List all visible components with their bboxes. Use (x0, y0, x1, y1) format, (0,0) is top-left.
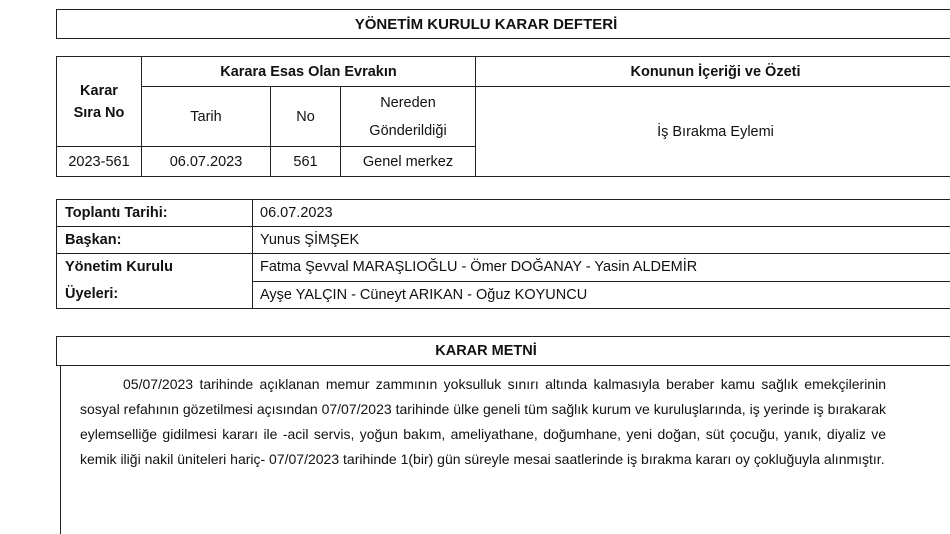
meeting-info-table (56, 199, 950, 309)
document-title-text: YÖNETİM KURULU KARAR DEFTERİ (354, 15, 618, 33)
karar-sira-no-value: 2023-561 (57, 147, 142, 177)
no-value: 561 (271, 147, 341, 177)
karar-metni-text: 05/07/2023 tarihinde açıklanan memur zammının yoksulluk sınırı altında kalmasıyla beraber kamu sağlık emekçilerinin sosyal refahının gözetilmesi açısından 07/07/2023 tarihinde ülke geneli tüm sağlık kurum ve kuruluşlarında, iş yerinde iş bırakarak eylemselliğe gidilmesi kararı ile -acil servis, yoğun bakım, ameliyathane, doğumhane, yeni doğan, süt çocuğu, yanık, diyaliz ve kemik iliği nakil üniteleri hariç- 07/07/2023 tarihinde 1(bir) gün süreyle mesai saatlerinde iş bırakma kararı oy çokluğuyla alınmıştır. (80, 376, 886, 467)
baskan-label: Başkan: (57, 227, 253, 254)
konu-value: İş Bırakma Eylemi (476, 87, 950, 177)
uyeler-line-2: Ayşe YALÇIN - Cüneyt ARIKAN - Oğuz KOYUNCU (253, 281, 950, 309)
no-header: No (271, 87, 341, 147)
nereden-header: Nereden Gönderildiği (341, 87, 476, 147)
karar-sira-no-header: Karar Sıra No (57, 57, 142, 147)
evrak-header: Karara Esas Olan Evrakın (142, 57, 476, 87)
toplanti-tarihi-label: Toplantı Tarihi: (57, 200, 253, 227)
uyeler-line-1: Fatma Şevval MARAŞLIOĞLU - Ömer DOĞANAY - Yasin ALDEMİR (253, 254, 950, 282)
nereden-value: Genel merkez (341, 147, 476, 177)
karar-metni-heading (56, 336, 950, 366)
decision-header-table (56, 56, 950, 177)
konu-header: Konunun İçeriği ve Özeti (476, 57, 950, 87)
document-title (56, 9, 950, 39)
tarih-header: Tarih (142, 87, 271, 147)
karar-metni-heading-text: KARAR METNİ (435, 343, 537, 359)
toplanti-tarihi-value: 06.07.2023 (253, 200, 950, 227)
uyeler-label: Yönetim Kurulu Üyeleri: (57, 254, 253, 309)
tarih-value: 06.07.2023 (142, 147, 271, 177)
baskan-value: Yunus ŞİMŞEK (253, 227, 950, 254)
